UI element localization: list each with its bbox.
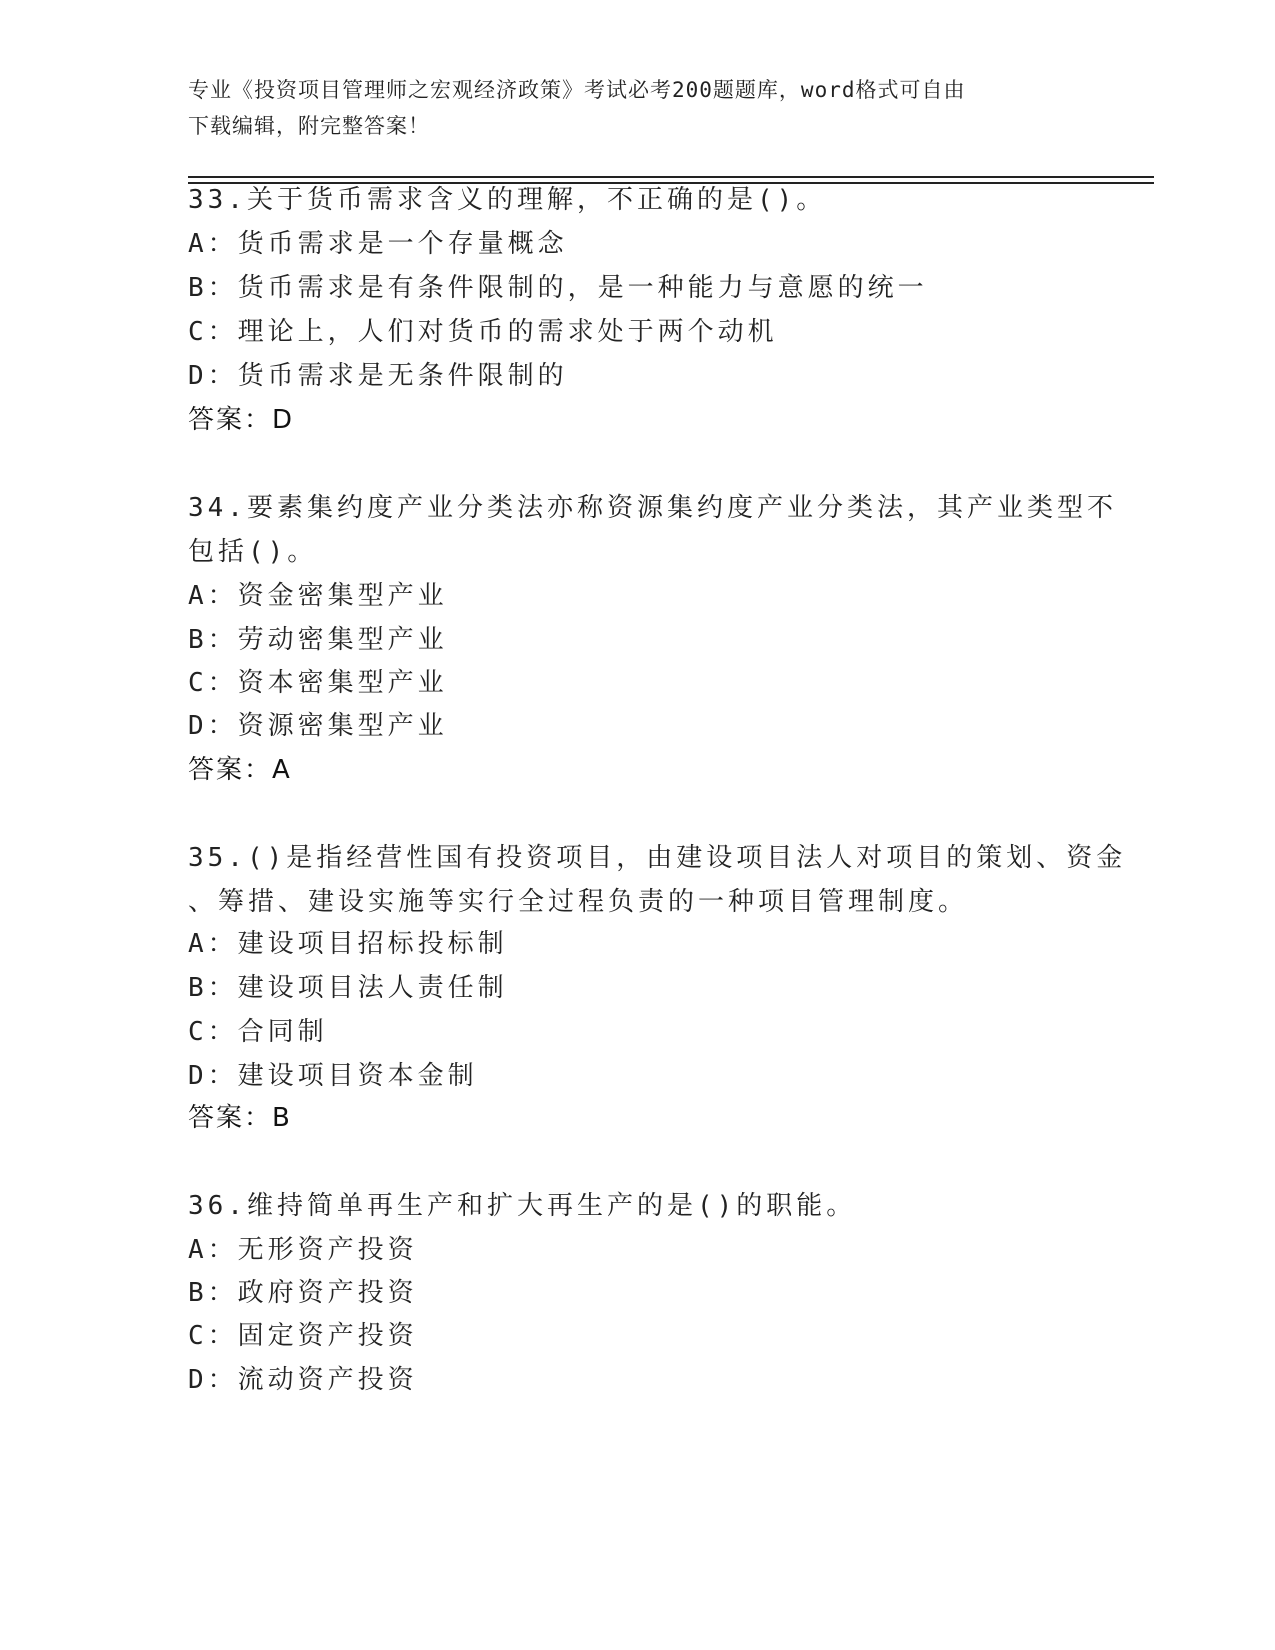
question-33-option-c: C：理论上，人们对货币的需求处于两个动机 — [188, 317, 778, 347]
question-35-option-c: C：合同制 — [188, 1017, 328, 1047]
question-34-stem-line-2: 包括()。 — [188, 537, 318, 567]
question-33-option-d: D：货币需求是无条件限制的 — [188, 361, 568, 391]
question-33-option-b: B：货币需求是有条件限制的，是一种能力与意愿的统一 — [188, 273, 928, 303]
question-33-answer: 答案：D — [188, 405, 295, 435]
question-36-option-a: A：无形资产投资 — [188, 1235, 418, 1265]
question-33-stem: 33.关于货币需求含义的理解，不正确的是()。 — [188, 185, 827, 215]
question-35-option-b: B：建设项目法人责任制 — [188, 973, 508, 1003]
question-35-stem-line-1: 35.()是指经营性国有投资项目，由建设项目法人对项目的策划、资金 — [188, 843, 1127, 873]
question-35-option-d: D：建设项目资本金制 — [188, 1061, 478, 1091]
question-36-option-d: D：流动资产投资 — [188, 1365, 418, 1395]
header-line-1: 专业《投资项目管理师之宏观经济政策》考试必考200题题库，word格式可自由 — [188, 78, 966, 102]
question-35-answer: 答案：B — [188, 1103, 292, 1133]
question-33-option-a: A：货币需求是一个存量概念 — [188, 229, 568, 259]
document-header — [188, 72, 1088, 144]
question-35-stem-line-2: 、筹措、建设实施等实行全过程负责的一种项目管理制度。 — [188, 887, 969, 917]
question-36-option-c: C：固定资产投资 — [188, 1321, 418, 1351]
question-34-answer: 答案：A — [188, 755, 292, 785]
question-34-option-d: D：资源密集型产业 — [188, 711, 448, 741]
question-34-option-a: A：资金密集型产业 — [188, 581, 448, 611]
question-35-option-a: A：建设项目招标投标制 — [188, 929, 508, 959]
header-line-2: 下载编辑，附完整答案！ — [188, 114, 430, 138]
question-36-stem: 36.维持简单再生产和扩大再生产的是()的职能。 — [188, 1191, 857, 1221]
question-34-option-b: B：劳动密集型产业 — [188, 625, 448, 655]
question-34-stem-line-1: 34.要素集约度产业分类法亦称资源集约度产业分类法，其产业类型不 — [188, 493, 1117, 523]
question-36-option-b: B：政府资产投资 — [188, 1278, 418, 1308]
question-34-option-c: C：资本密集型产业 — [188, 668, 448, 698]
